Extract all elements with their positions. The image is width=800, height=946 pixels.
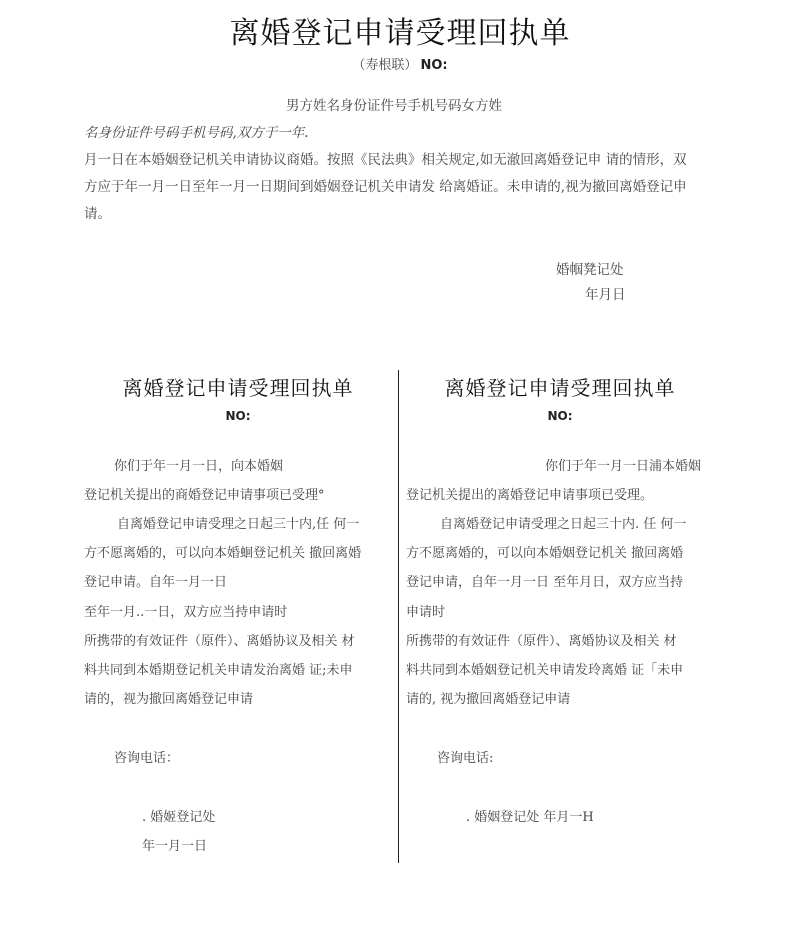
right-line-8: 料共同到本婚姻登记机关申请发玲离婚 证「未申 (406, 663, 684, 678)
stub-date: 年月日 (585, 287, 626, 303)
stub-no-label: NO: (420, 58, 448, 73)
stub-label: （寿根联） (352, 58, 418, 73)
left-line-6: 至年一月..一日，双方应当持申请时 (84, 605, 288, 620)
left-phone-label: 咨询电话： (114, 751, 180, 766)
right-line-6: 申请时 (406, 605, 446, 620)
stub-line-2: 名身份证件号码手机号码,双方于一年. (84, 125, 309, 141)
left-line-9: 请的，视为撤回离婚登记申请 (84, 692, 254, 707)
right-receipt-title: 离婚登记申请受理回执单 (444, 376, 676, 400)
page-title: 离婚登记申请受理回执单 (229, 16, 571, 51)
right-line-9: 请的, 视为撤回离婚登记申请 (406, 692, 571, 707)
right-line-4: 方不愿离婚的，可以向本婚姻登记机关 撤回离婚 (406, 546, 684, 561)
left-line-2: 登记机关提出的商婚登记申请事项已受理° (84, 488, 325, 503)
left-line-4: 方不愿离婚的，可以向本婚蛔登记机关 撤回离婚 (84, 546, 362, 561)
stub-line-1: 男方姓名身份证件号手机号码女方姓 (286, 98, 502, 114)
left-receipt-no: NO: (225, 409, 251, 423)
right-line-2: 登记机关提出的离婚登记申请事项已受理。 (406, 488, 654, 503)
left-line-3: 自离婚登记申请受理之日起三十内,任 何一 (117, 517, 360, 532)
stub-line-4: 方应于年一月一日至年一月一日期间到婚姻登记机关申请发 给离婚证。未申请的,视为撤回离婚登记申 (84, 179, 687, 195)
right-office-date: . 婚姻登记处 年月一H (466, 810, 594, 825)
right-line-5: 登记申请，自年一月一日 至年月日，双方应当持 (406, 575, 684, 590)
right-line-7: 所携带的有效证件（原件）、离婚协议及相关 材 (406, 634, 677, 649)
left-date: 年一月一日 (142, 839, 208, 854)
right-receipt-no: NO: (547, 409, 573, 423)
column-divider (398, 370, 399, 863)
right-phone-label: 咨询电话: (437, 751, 494, 766)
left-line-8: 料共同到本婚期登记机关申请发治离婚 证;未申 (84, 663, 353, 678)
right-line-1: 你们于年一月一日浦本婚姻 (545, 459, 702, 474)
left-receipt-title: 离婚登记申请受理回执单 (122, 376, 354, 400)
stub-line-5: 请。 (84, 206, 111, 222)
stub-line-3: 月一日在本婚姻登记机关申请协议商婚。按照《民法典》相关规定,如无澈回离婚登记申 请的情形，双 (84, 152, 687, 168)
stub-office: 婚帼凳记处 (556, 262, 624, 278)
left-line-7: 所携带的有效证件（原件）、离婚协议及相关 材 (84, 634, 355, 649)
left-line-5: 登记申请。自年一月一日 (84, 575, 228, 590)
stub-subtitle (0, 54, 800, 73)
left-line-1: 你们于年一月一日，向本婚姻 (114, 459, 284, 474)
left-office: . 婚姬登记处 (142, 810, 216, 825)
right-line-3: 自离婚登记申请受理之日起三十内. 任 何一 (440, 517, 687, 532)
